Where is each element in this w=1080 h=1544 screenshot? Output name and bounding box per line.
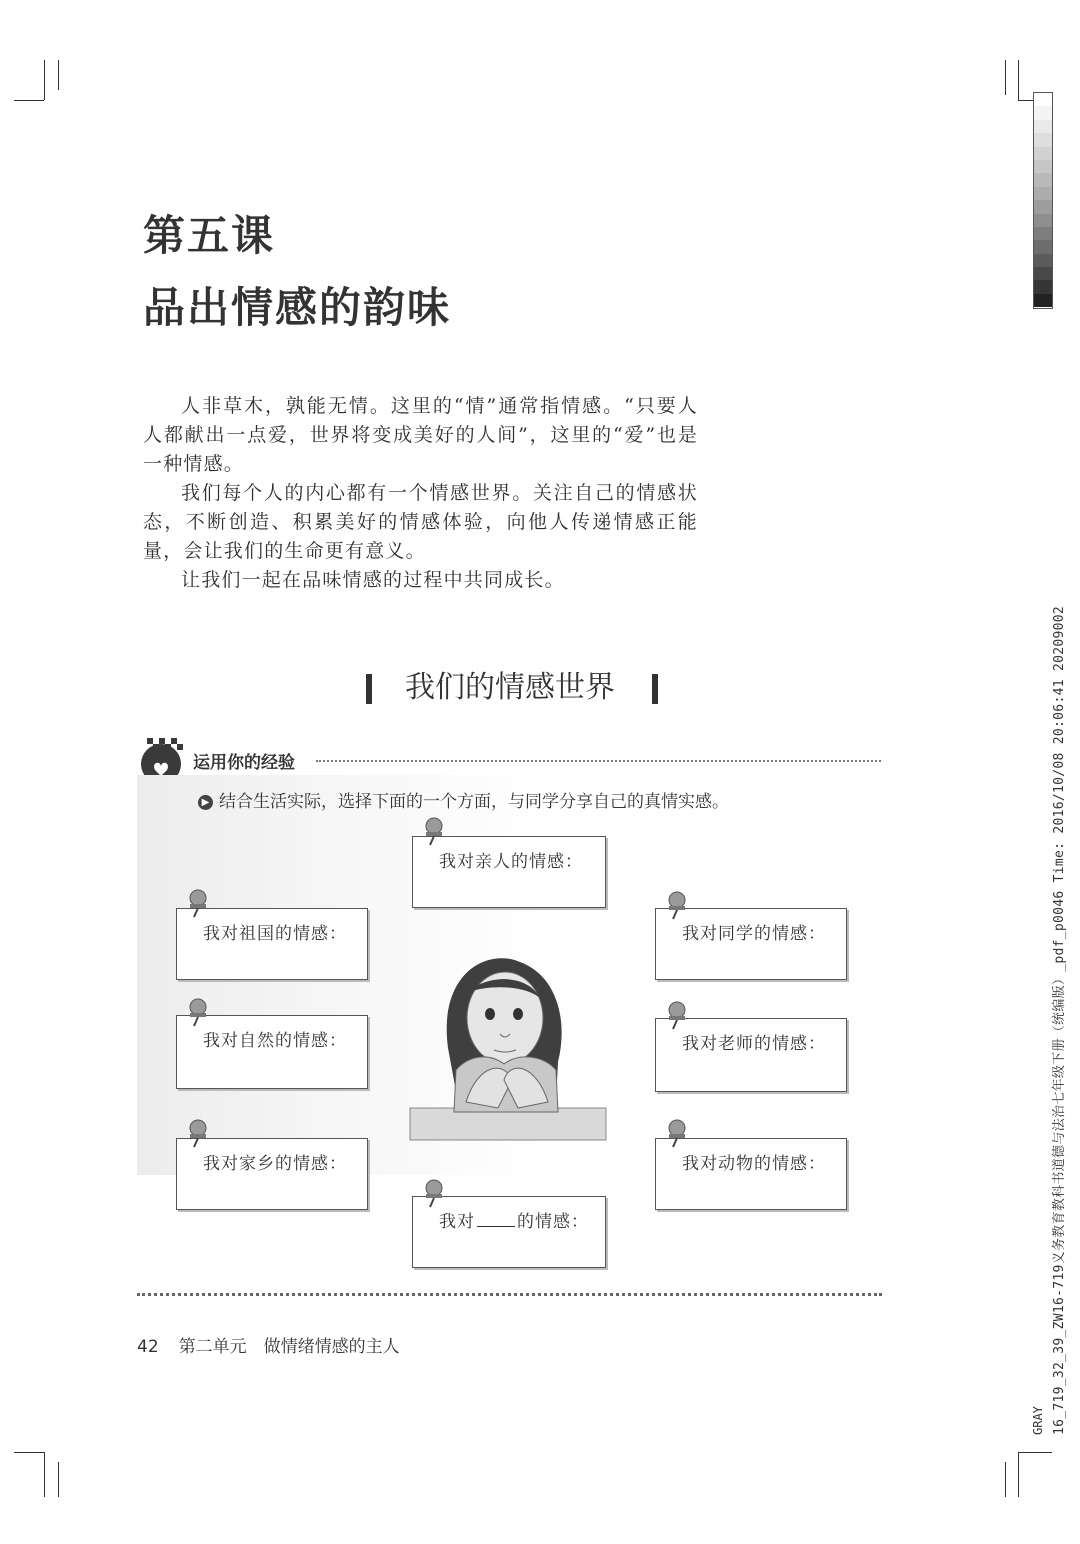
card-animals bbox=[655, 1138, 847, 1210]
dotted-divider bbox=[316, 760, 881, 762]
card-hometown bbox=[176, 1138, 368, 1210]
card-label: 我对祖国的情感： bbox=[203, 924, 347, 944]
crop-mark bbox=[58, 1462, 59, 1497]
print-info: 16_719_32_39_ZW16-719义务教育教科书道德与法治七年级下册（统编版）_pdf_p0046 Time: 2016/10/08 20:06:41 20209002 bbox=[1052, 606, 1067, 1435]
gray-calibration-strip bbox=[1033, 92, 1053, 309]
crop-mark bbox=[44, 1452, 45, 1497]
crop-mark bbox=[14, 100, 44, 101]
intro-text bbox=[143, 392, 698, 595]
instruction-text: 结合生活实际，选择下面的一个方面，与同学分享自己的真情实感。 bbox=[219, 792, 729, 812]
page-footer bbox=[137, 1332, 400, 1357]
pushpin-icon bbox=[420, 1176, 450, 1208]
pushpin-icon bbox=[663, 1116, 693, 1148]
card-label: 我对动物的情感： bbox=[682, 1154, 826, 1174]
crop-mark bbox=[1018, 1452, 1052, 1453]
experience-label: 运用你的经验 bbox=[193, 753, 295, 773]
crop-mark bbox=[1018, 60, 1019, 100]
card-motherland bbox=[176, 908, 368, 980]
crop-mark bbox=[1018, 1452, 1019, 1497]
intro-paragraph: 让我们一起在品味情感的过程中共同成长。 bbox=[181, 569, 565, 591]
fill-blank bbox=[477, 1212, 515, 1227]
pushpin-icon bbox=[184, 1116, 214, 1148]
card-label: 我对亲人的情感： bbox=[439, 852, 583, 872]
pushpin-icon bbox=[663, 998, 693, 1030]
intro-paragraph: 我们每个人的内心都有一个情感世界。关注自己的情感状态，不断创造、积累美好的情感体验，向他人传递情感正能量，会让我们的生命更有意义。 bbox=[143, 482, 698, 562]
card-label: 我对自然的情感： bbox=[203, 1031, 347, 1051]
title-bar-left bbox=[366, 674, 372, 704]
pushpin-icon bbox=[420, 814, 450, 846]
crop-mark bbox=[58, 60, 59, 90]
card-label-suffix: 的情感： bbox=[517, 1212, 589, 1232]
pushpin-icon bbox=[184, 995, 214, 1027]
card-label: 我对同学的情感： bbox=[682, 924, 826, 944]
section-title-text: 我们的情感世界 bbox=[405, 670, 615, 705]
page-number: 42 bbox=[137, 1337, 159, 1357]
girl-illustration bbox=[408, 952, 608, 1144]
crop-mark bbox=[1005, 1462, 1006, 1497]
pushpin-icon bbox=[663, 888, 693, 920]
crop-mark bbox=[1005, 60, 1006, 95]
lesson-number: 第五课 bbox=[143, 211, 276, 260]
card-family bbox=[412, 836, 606, 908]
arrow-bullet-icon: ▶ bbox=[198, 795, 213, 810]
intro-paragraph: 人非草木，孰能无情。这里的“情”通常指情感。“只要人人都献出一点爱，世界将变成美好的人间”，这里的“爱”也是一种情感。 bbox=[143, 395, 698, 475]
title-bar-right bbox=[652, 674, 658, 704]
lesson-title: 品出情感的韵味 bbox=[143, 283, 452, 332]
print-mode-label: GRAY bbox=[1031, 1406, 1045, 1435]
card-label: 我对家乡的情感： bbox=[203, 1154, 347, 1174]
card-label bbox=[439, 1207, 589, 1232]
crop-mark bbox=[14, 1452, 44, 1453]
pushpin-icon bbox=[184, 886, 214, 918]
unit-title: 第二单元 做情绪情感的主人 bbox=[178, 1337, 400, 1357]
card-label: 我对老师的情感： bbox=[682, 1034, 826, 1054]
section-title bbox=[360, 664, 660, 712]
card-label-prefix: 我对 bbox=[439, 1212, 475, 1232]
crop-mark bbox=[44, 60, 45, 100]
bottom-dotted-divider bbox=[137, 1293, 882, 1296]
instruction bbox=[198, 787, 729, 812]
